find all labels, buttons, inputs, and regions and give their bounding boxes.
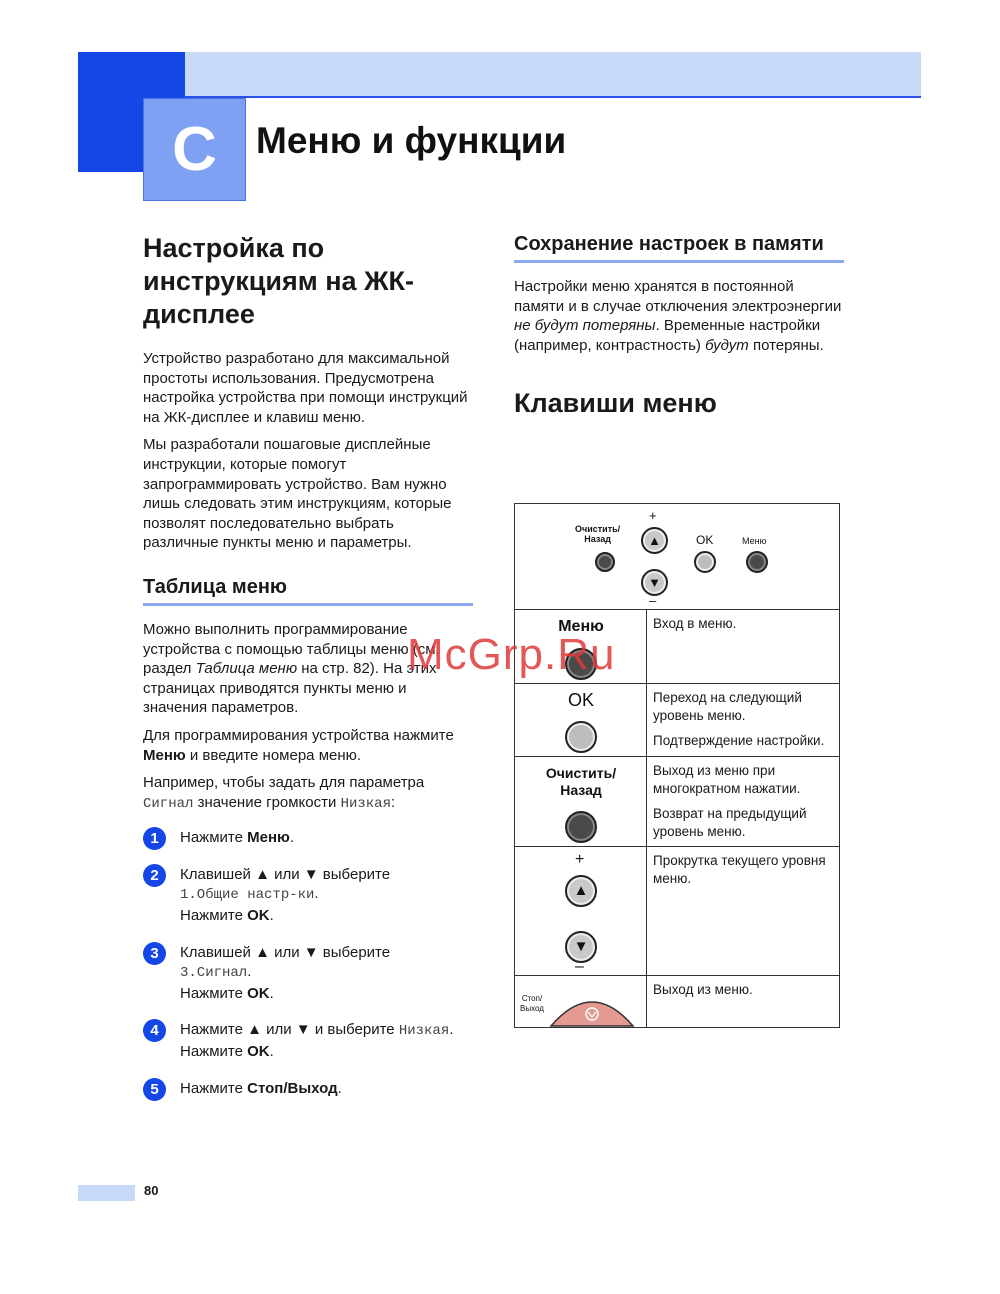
stop-exit-key-label: Стоп/ Выход	[520, 994, 544, 1013]
subsection-heading-save-settings: Сохранение настроек в памяти	[514, 232, 844, 263]
page-number: 80	[144, 1183, 159, 1198]
clear-back-label: Очистить/ Назад	[575, 524, 621, 544]
ok-label: OK	[696, 533, 714, 547]
ok-key-label: OK	[567, 690, 594, 710]
key-desc-ok: Переход на следующий уровень меню. Подтверждение настройки.	[653, 690, 825, 748]
section-heading-menu-keys: Клавиши меню	[514, 388, 717, 419]
section-heading-lcd: Настройка по инструкциям на ЖК-дисплее	[143, 233, 414, 329]
minus-sign: –	[649, 593, 657, 608]
key-desc-menu: Вход в меню.	[653, 616, 737, 631]
paragraph-example: Например, чтобы задать для параметра Сигнал значение громкости Низкая:	[143, 774, 425, 812]
subsection-heading-menu-table: Таблица меню	[143, 575, 473, 606]
key-row-stop-exit	[515, 975, 839, 1027]
step-number-badge: 1	[143, 827, 166, 850]
plus-sign: +	[649, 508, 657, 523]
key-row-clear-back	[515, 756, 839, 846]
paragraph-menu-table: Можно выполнить программирование устройства с помощью таблицы меню (см. раздел Таблица меню на стр. 82). На этих страницах приводятся пункты меню и значения параметров.	[143, 620, 440, 717]
key-row-arrows	[515, 846, 839, 975]
key-desc-stop-exit: Выход из меню.	[653, 982, 753, 997]
arrows-plus-sign: +	[575, 851, 585, 868]
clear-back-button-icon	[595, 552, 615, 572]
menu-key-label: Меню	[558, 618, 604, 635]
menu-label: Меню	[742, 536, 767, 546]
step-3: 3 Клавишей ▲ или ▼ выберите 3.Сигнал. Нажмите OK.	[143, 943, 473, 1004]
up-arrow-icon: ▲	[641, 527, 668, 554]
step-4: 4 Нажмите ▲ или ▼ и выберите Низкая. Нажмите OK.	[143, 1020, 473, 1061]
steps-list	[143, 828, 473, 1098]
up-arrow-key-icon: ▲	[565, 875, 597, 907]
footer-bar	[78, 1185, 135, 1201]
step-1: 1 Нажмите Меню.	[143, 828, 473, 848]
step-5: 5 Нажмите Стоп/Выход.	[143, 1079, 473, 1099]
key-cell-ok	[515, 684, 647, 756]
chapter-letter: C	[143, 98, 246, 201]
step-number-badge: 4	[143, 1019, 166, 1042]
right-column	[514, 232, 844, 438]
step-2: 2 Клавишей ▲ или ▼ выберите 1.Общие настр-ки. Нажмите OK.	[143, 865, 473, 926]
menu-keys-table	[514, 503, 840, 1028]
control-panel-illustration	[515, 504, 839, 609]
step-number-badge: 2	[143, 864, 166, 887]
clear-back-key-label: Очистить/ Назад	[545, 765, 617, 798]
ok-key-icon	[565, 721, 597, 753]
paragraph-programming: Для программирования устройства нажмите Меню и введите номера меню.	[143, 726, 454, 764]
stop-exit-key-icon	[549, 990, 635, 1028]
chapter-title: Меню и функции	[256, 120, 567, 161]
key-cell-arrows	[515, 847, 647, 975]
header-band	[78, 52, 921, 98]
step-number-badge: 5	[143, 1078, 166, 1101]
paragraph-instructions: Мы разработали пошаговые дисплейные инструкции, которые помогут запрограммировать устройство. Вам нужно лишь следовать этим инструкциям, которые позволят последовательно выбрать различные пункты меню и параметры.	[143, 436, 452, 552]
down-arrow-key-icon: ▼	[565, 931, 597, 963]
menu-button-icon	[746, 551, 768, 573]
down-arrow-icon: ▼	[641, 569, 668, 596]
key-cell-stop-exit	[515, 976, 647, 1027]
watermark: McGrp.Ru	[407, 630, 616, 679]
key-cell-clear-back	[515, 757, 647, 846]
key-row-ok	[515, 683, 839, 756]
paragraph-intro: Устройство разработано для максимальной простоты использования. Предусмотрена настройка устройства при помощи инструкций на ЖК-дисплее и клавиш меню.	[143, 350, 468, 426]
key-desc-arrows: Прокрутка текущего уровня меню.	[653, 853, 826, 886]
clear-back-key-icon	[565, 811, 597, 843]
step-number-badge: 3	[143, 942, 166, 965]
ok-button-icon	[694, 551, 716, 573]
key-desc-clear-back: Выход из меню при многократном нажатии. Возврат на предыдущий уровень меню.	[653, 763, 807, 839]
arrows-minus-sign: –	[575, 958, 584, 975]
paragraph-save-settings: Настройки меню хранятся в постоянной памяти и в случае отключения электроэнергии не будут потеряны. Временные настройки (например, контрастность) будут потеряны.	[514, 278, 842, 354]
